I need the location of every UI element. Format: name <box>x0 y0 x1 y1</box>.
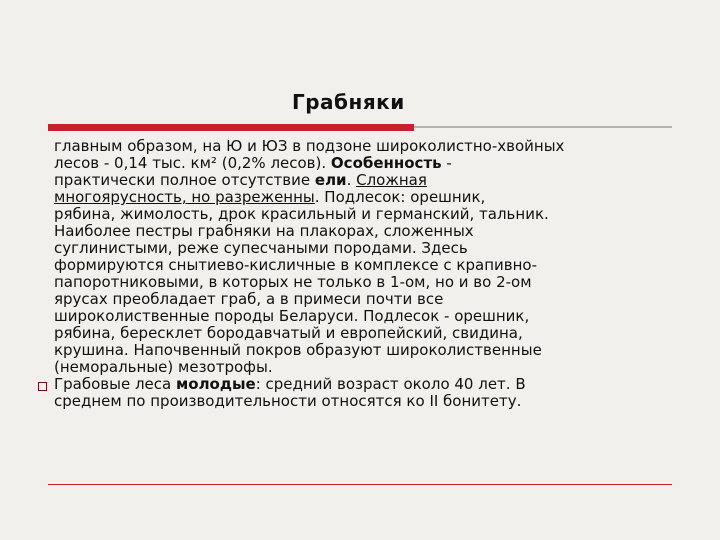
text-line: папоротниковыми, в которых не только в 1-ом, но и во 2-ом <box>54 273 532 291</box>
text-line: широколиственные породы Беларуси. Подлесок - орешник, <box>54 307 530 325</box>
text-line: главным образом, на Ю и ЮЗ в подзоне широколистно-хвойных <box>54 137 565 155</box>
bullet-item-age <box>54 376 674 410</box>
slide-title: Грабняки <box>292 90 405 114</box>
emphasis-spruce: ели <box>314 171 347 189</box>
title-underline-red <box>48 124 414 131</box>
bottom-rule <box>48 484 672 485</box>
text-line: ярусах преобладает граб, а в примеси почти все <box>54 290 444 308</box>
slide-body <box>54 138 674 410</box>
text-span: . <box>346 171 357 189</box>
paragraph-plakor <box>54 223 674 376</box>
square-bullet-icon <box>38 382 47 391</box>
text-line <box>54 375 674 393</box>
text-line <box>54 171 674 189</box>
text-line: (неморальные) мезотрофы. <box>54 358 273 376</box>
title-underline-gray <box>414 126 672 128</box>
text-span: Грабовые леса <box>54 375 176 393</box>
text-line: рябина, бересклет бородавчатый и европейский, свидина, <box>54 324 523 342</box>
text-line: формируются снытиево-кисличные в комплексе с крапивно- <box>54 256 538 274</box>
text-span: . Подлесок: орешник, <box>314 188 486 206</box>
text-span: : средний возраст около 40 лет. В <box>255 375 526 393</box>
text-span: практически полное отсутствие <box>54 171 315 189</box>
paragraph-distribution <box>54 138 674 223</box>
text-span: - <box>441 154 452 172</box>
text-line: суглинистыми, реже супесчаными породами. Здесь <box>54 239 468 257</box>
text-line <box>54 188 674 206</box>
text-line <box>54 154 674 172</box>
text-line: крушина. Напочвенный покров образуют широколиственные <box>54 341 542 359</box>
underlined-complex: Сложная <box>356 171 427 189</box>
text-span: лесов - 0,14 тыс. км² (0,2% лесов). <box>54 154 331 172</box>
underlined-multitier: многоярусность, но разреженны <box>54 188 315 206</box>
text-line: Наиболее пестры грабняки на плакорах, сложенных <box>54 222 474 240</box>
text-line: среднем по производительности относятся ко II бонитету. <box>54 392 522 410</box>
emphasis-young: молодые <box>176 375 256 393</box>
text-line: рябина, жимолость, дрок красильный и германский, тальник. <box>54 205 549 223</box>
emphasis-feature: Особенность <box>330 154 442 172</box>
